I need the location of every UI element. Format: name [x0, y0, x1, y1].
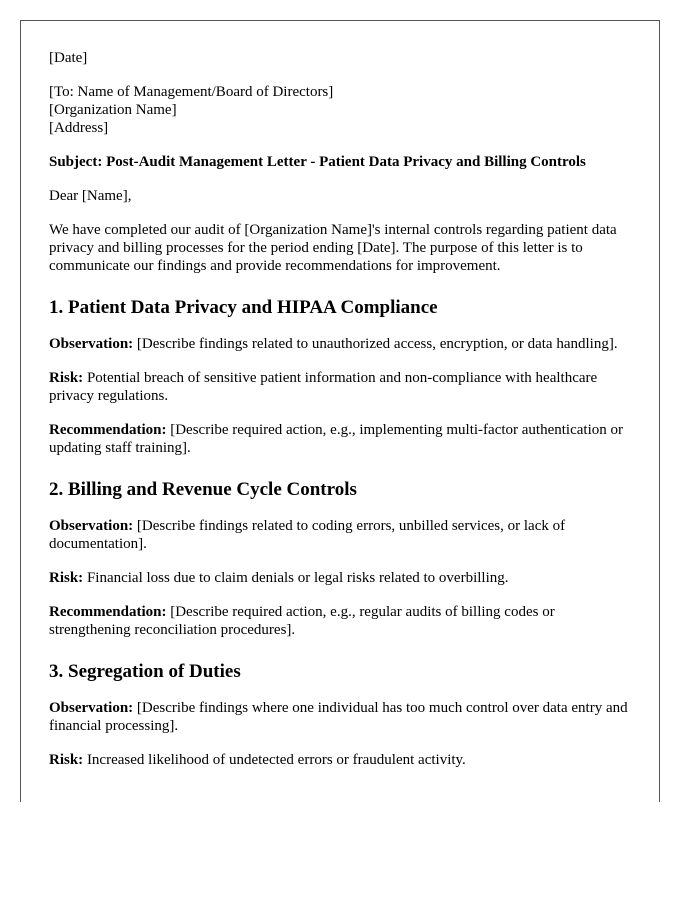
risk-paragraph: [49, 569, 639, 587]
risk-text: Increased likelihood of undetected errors or fraudulent activity.: [86, 752, 466, 768]
recipient-to: [To: Name of Management/Board of Directors]: [49, 84, 334, 100]
observation-paragraph: [49, 517, 639, 553]
letter-subject: Subject: Post-Audit Management Letter - Patient Data Privacy and Billing Controls: [49, 154, 586, 170]
section-segregation-of-duties: [49, 661, 639, 769]
observation-text: [Describe findings where one individual has too much control over data entry and financial processing].: [49, 700, 628, 734]
risk-text: Financial loss due to claim denials or legal risks related to overbilling.: [86, 570, 509, 586]
risk-label: Risk:: [49, 370, 84, 386]
observation-label: Observation:: [49, 336, 134, 352]
observation-text: [Describe findings related to unauthorized access, encryption, or data handling].: [136, 336, 618, 352]
recommendation-paragraph: [49, 603, 639, 639]
risk-paragraph: [49, 751, 639, 769]
letter-page: [20, 20, 660, 802]
letter-content: [49, 49, 639, 785]
intro-paragraph: We have completed our audit of [Organization Name]'s internal controls regarding patient data privacy and billing processes for the period ending [Date]. The purpose of this letter is to communicate our findings and provide recommendations for improvement.: [49, 222, 617, 274]
risk-paragraph: [49, 369, 639, 405]
risk-label: Risk:: [49, 570, 84, 586]
recipient-address: [Address]: [49, 120, 109, 136]
recipient-organization: [Organization Name]: [49, 102, 177, 118]
section-billing-controls: [49, 479, 639, 639]
observation-label: Observation:: [49, 518, 134, 534]
observation-paragraph: [49, 699, 639, 735]
recommendation-text: [Describe required action, e.g., regular audits of billing codes or strengthening reconciliation procedures].: [49, 604, 555, 638]
observation-text: [Describe findings related to coding errors, unbilled services, or lack of documentation].: [49, 518, 566, 552]
recommendation-label: Recommendation:: [49, 604, 167, 620]
letter-date: [Date]: [49, 50, 88, 66]
risk-label: Risk:: [49, 752, 84, 768]
section-patient-data-privacy: [49, 297, 639, 457]
salutation: Dear [Name],: [49, 188, 132, 204]
risk-text: Potential breach of sensitive patient information and non-compliance with healthcare privacy regulations.: [49, 370, 598, 404]
section-heading: 1. Patient Data Privacy and HIPAA Compliance: [49, 297, 438, 318]
recommendation-label: Recommendation:: [49, 422, 167, 438]
section-heading: 3. Segregation of Duties: [49, 661, 241, 682]
recommendation-paragraph: [49, 421, 639, 457]
observation-label: Observation:: [49, 700, 134, 716]
recommendation-text: [Describe required action, e.g., implementing multi-factor authentication or updating staff training].: [49, 422, 623, 456]
section-heading: 2. Billing and Revenue Cycle Controls: [49, 479, 357, 500]
recipient-block: [49, 83, 639, 137]
observation-paragraph: [49, 335, 639, 353]
